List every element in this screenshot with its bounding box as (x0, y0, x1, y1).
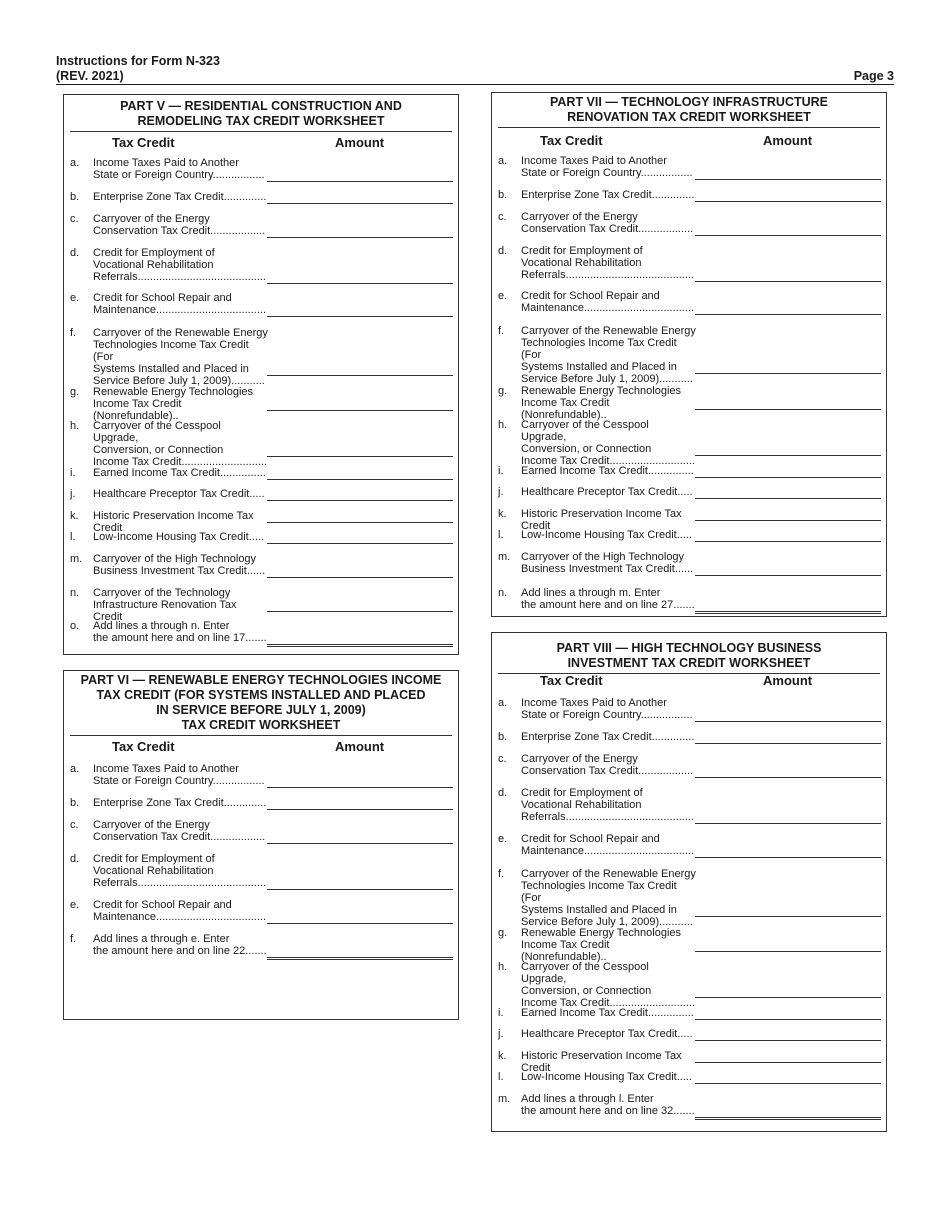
line-description: Income Taxes Paid to Another State or Foreign Country................. (93, 157, 265, 181)
line-letter: g. (498, 927, 508, 939)
line-description: Renewable Energy Technologies Income Tax Credit (Nonrefundable).. (93, 386, 254, 422)
line-description: Earned Income Tax Credit............... (93, 467, 266, 479)
line-letter: d. (70, 853, 80, 865)
amount-field[interactable] (267, 375, 453, 376)
line-description: Low-Income Housing Tax Credit..... (93, 531, 264, 543)
line-description: Carryover of the Renewable Energy Technologies Income Tax Credit (For Systems Installed and Placed in Service Before July 1, 2009)........... (521, 868, 696, 928)
line-letter: a. (70, 763, 80, 775)
line-letter: f. (70, 933, 77, 945)
amount-field[interactable] (267, 843, 453, 844)
line-letter: h. (70, 420, 80, 432)
line-description: Income Taxes Paid to Another State or Foreign Country................. (521, 697, 693, 721)
line-letter: n. (70, 587, 80, 599)
amount-field[interactable] (267, 787, 453, 788)
total-amount-field[interactable] (695, 611, 881, 614)
total-amount-field[interactable] (695, 1117, 881, 1120)
line-letter: c. (498, 753, 507, 765)
line-description: Enterprise Zone Tax Credit.............. (93, 191, 267, 203)
amount-field[interactable] (695, 777, 881, 778)
part8-column-header (492, 673, 886, 691)
line-letter: i. (498, 465, 504, 477)
line-letter: c. (498, 211, 507, 223)
amount-field[interactable] (695, 541, 881, 542)
line-description: Enterprise Zone Tax Credit.............. (521, 189, 695, 201)
amount-field[interactable] (695, 1062, 881, 1063)
amount-field[interactable] (695, 373, 881, 374)
part6-worksheet (63, 670, 459, 1020)
part7-worksheet (491, 92, 887, 617)
line-description: Add lines a through m. Enter the amount here and on line 27....... (521, 587, 695, 611)
line-description: Credit for Employment of Vocational Rehabilitation Referrals.......................................... (521, 245, 694, 281)
amount-field[interactable] (695, 1083, 881, 1084)
amount-field[interactable] (267, 611, 453, 612)
amount-field[interactable] (267, 543, 453, 544)
line-letter: m. (498, 551, 511, 563)
line-letter: f. (498, 325, 505, 337)
line-description: Add lines a through n. Enter the amount here and on line 17....... (93, 620, 267, 644)
column-header-tax-credit: Tax Credit (112, 739, 175, 754)
line-letter: d. (498, 787, 508, 799)
page-number: Page 3 (853, 69, 894, 83)
amount-field[interactable] (695, 916, 881, 917)
form-revision: (REV. 2021) (56, 69, 124, 83)
column-header-tax-credit: Tax Credit (540, 133, 603, 148)
part7-column-header (492, 133, 886, 151)
amount-field[interactable] (695, 575, 881, 576)
line-description: Add lines a through e. Enter the amount here and on line 22....... (93, 933, 267, 957)
line-letter: d. (70, 247, 80, 259)
amount-field[interactable] (267, 203, 453, 204)
line-description: Carryover of the Energy Conservation Tax Credit.................. (93, 213, 266, 237)
line-description: Carryover of the Renewable Energy Technologies Income Tax Credit (For Systems Installed and Placed in Service Before July 1, 2009)........... (521, 325, 696, 385)
line-description: Credit for Employment of Vocational Rehabilitation Referrals.......................................... (521, 787, 694, 823)
line-letter: h. (498, 419, 508, 431)
line-letter: b. (70, 797, 80, 809)
line-description: Earned Income Tax Credit............... (521, 465, 694, 477)
amount-field[interactable] (267, 479, 453, 480)
line-letter: m. (498, 1093, 511, 1105)
line-description: Carryover of the Renewable Energy Technologies Income Tax Credit (For Systems Installed and Placed in Service Before July 1, 2009)........... (93, 327, 268, 387)
line-letter: g. (70, 386, 80, 398)
amount-field[interactable] (695, 997, 881, 998)
line-letter: j. (498, 486, 504, 498)
part5-column-header (64, 135, 458, 153)
line-letter: l. (498, 529, 504, 541)
line-letter: n. (498, 587, 508, 599)
line-description: Credit for School Repair and Maintenance.................................... (93, 899, 267, 923)
amount-field[interactable] (695, 1040, 881, 1041)
line-letter: g. (498, 385, 508, 397)
column-header-amount: Amount (335, 739, 385, 754)
line-description: Carryover of the Cesspool Upgrade, Conversion, or Connection Income Tax Credit............................ (521, 419, 696, 467)
amount-field[interactable] (695, 498, 881, 499)
line-description: Healthcare Preceptor Tax Credit..... (521, 1028, 693, 1040)
line-letter: l. (70, 531, 76, 543)
line-letter: e. (70, 899, 80, 911)
part5-title: PART V — RESIDENTIAL CONSTRUCTION AND REMODELING TAX CREDIT WORKSHEET (70, 99, 452, 132)
line-description: Carryover of the High Technology Business Investment Tax Credit...... (93, 553, 266, 577)
line-description: Earned Income Tax Credit............... (521, 1007, 694, 1019)
line-letter: c. (70, 213, 79, 225)
line-description: Renewable Energy Technologies Income Tax Credit (Nonrefundable).. (521, 385, 682, 421)
line-letter: j. (498, 1028, 504, 1040)
line-description: Carryover of the Energy Conservation Tax Credit.................. (93, 819, 266, 843)
line-description: Low-Income Housing Tax Credit..... (521, 529, 692, 541)
part5-worksheet (63, 94, 459, 655)
line-letter: k. (70, 510, 79, 522)
amount-field[interactable] (695, 951, 881, 952)
line-letter: j. (70, 488, 76, 500)
line-letter: f. (70, 327, 77, 339)
amount-field[interactable] (267, 577, 453, 578)
line-description: Income Taxes Paid to Another State or Foreign Country................. (93, 763, 265, 787)
line-letter: k. (498, 508, 507, 520)
amount-field[interactable] (695, 409, 881, 410)
total-amount-field[interactable] (267, 957, 453, 960)
line-description: Income Taxes Paid to Another State or Foreign Country................. (521, 155, 693, 179)
line-letter: e. (70, 292, 80, 304)
line-letter: i. (498, 1007, 504, 1019)
line-description: Carryover of the Cesspool Upgrade, Conversion, or Connection Income Tax Credit............................ (521, 961, 696, 1009)
line-letter: a. (498, 697, 508, 709)
line-description: Credit for Employment of Vocational Rehabilitation Referrals.......................................... (93, 247, 266, 283)
header-rule (56, 84, 894, 85)
amount-field[interactable] (695, 721, 881, 722)
amount-field[interactable] (695, 455, 881, 456)
amount-field[interactable] (267, 456, 453, 457)
amount-field[interactable] (267, 923, 453, 924)
amount-field[interactable] (695, 823, 881, 824)
amount-field[interactable] (695, 1019, 881, 1020)
line-letter: a. (498, 155, 508, 167)
amount-field[interactable] (695, 477, 881, 478)
line-description: Healthcare Preceptor Tax Credit..... (521, 486, 693, 498)
line-letter: m. (70, 553, 83, 565)
line-description: Carryover of the Energy Conservation Tax Credit.................. (521, 753, 694, 777)
line-letter: e. (498, 833, 508, 845)
amount-field[interactable] (695, 201, 881, 202)
form-title: Instructions for Form N-323 (56, 54, 220, 68)
line-description: Historic Preservation Income Tax Credit (521, 508, 682, 532)
line-letter: b. (498, 189, 508, 201)
line-description: Credit for School Repair and Maintenance.................................... (521, 290, 695, 314)
line-description: Historic Preservation Income Tax Credit (521, 1050, 682, 1074)
line-description: Historic Preservation Income Tax Credit (93, 510, 254, 534)
amount-field[interactable] (267, 410, 453, 411)
column-header-tax-credit: Tax Credit (112, 135, 175, 150)
amount-field[interactable] (267, 316, 453, 317)
line-description: Carryover of the Energy Conservation Tax Credit.................. (521, 211, 694, 235)
line-letter: l. (498, 1071, 504, 1083)
amount-field[interactable] (267, 889, 453, 890)
amount-field[interactable] (267, 809, 453, 810)
part8-worksheet (491, 632, 887, 1132)
line-description: Renewable Energy Technologies Income Tax Credit (Nonrefundable).. (521, 927, 682, 963)
part6-column-header (64, 739, 458, 757)
line-description: Carryover of the Technology Infrastructure Renovation Tax Credit (93, 587, 237, 623)
line-letter: b. (498, 731, 508, 743)
amount-field[interactable] (695, 857, 881, 858)
line-description: Low-Income Housing Tax Credit..... (521, 1071, 692, 1083)
part6-title: PART VI — RENEWABLE ENERGY TECHNOLOGIES INCOME TAX CREDIT (FOR SYSTEMS INSTALLED AND PLACED IN SERVICE BEFORE JULY 1, 2009) TAX CREDIT WORKSHEET (70, 673, 452, 736)
part7-title: PART VII — TECHNOLOGY INFRASTRUCTURE RENOVATION TAX CREDIT WORKSHEET (498, 95, 880, 128)
line-letter: d. (498, 245, 508, 257)
amount-field[interactable] (267, 181, 453, 182)
amount-field[interactable] (267, 522, 453, 523)
line-letter: k. (498, 1050, 507, 1062)
column-header-tax-credit: Tax Credit (540, 673, 603, 688)
line-letter: i. (70, 467, 76, 479)
line-description: Carryover of the Cesspool Upgrade, Conversion, or Connection Income Tax Credit............................ (93, 420, 268, 468)
line-description: Enterprise Zone Tax Credit.............. (93, 797, 267, 809)
amount-field[interactable] (267, 283, 453, 284)
line-description: Add lines a through l. Enter the amount here and on line 32....... (521, 1093, 695, 1117)
column-header-amount: Amount (763, 673, 813, 688)
line-description: Credit for School Repair and Maintenance.................................... (93, 292, 267, 316)
total-amount-field[interactable] (267, 644, 453, 647)
line-letter: f. (498, 868, 505, 880)
line-letter: c. (70, 819, 79, 831)
line-letter: o. (70, 620, 80, 632)
line-description: Healthcare Preceptor Tax Credit..... (93, 488, 265, 500)
column-header-amount: Amount (335, 135, 385, 150)
line-letter: h. (498, 961, 508, 973)
line-description: Credit for School Repair and Maintenance.................................... (521, 833, 695, 857)
column-header-amount: Amount (763, 133, 813, 148)
amount-field[interactable] (695, 235, 881, 236)
line-description: Enterprise Zone Tax Credit.............. (521, 731, 695, 743)
amount-field[interactable] (267, 500, 453, 501)
line-letter: b. (70, 191, 80, 203)
part8-title: PART VIII — HIGH TECHNOLOGY BUSINESS INVESTMENT TAX CREDIT WORKSHEET (498, 641, 880, 674)
amount-field[interactable] (695, 520, 881, 521)
line-letter: e. (498, 290, 508, 302)
amount-field[interactable] (695, 281, 881, 282)
amount-field[interactable] (695, 179, 881, 180)
line-letter: a. (70, 157, 80, 169)
amount-field[interactable] (267, 237, 453, 238)
amount-field[interactable] (695, 314, 881, 315)
amount-field[interactable] (695, 743, 881, 744)
line-description: Credit for Employment of Vocational Rehabilitation Referrals.......................................... (93, 853, 266, 889)
line-description: Carryover of the High Technology Business Investment Tax Credit...... (521, 551, 694, 575)
